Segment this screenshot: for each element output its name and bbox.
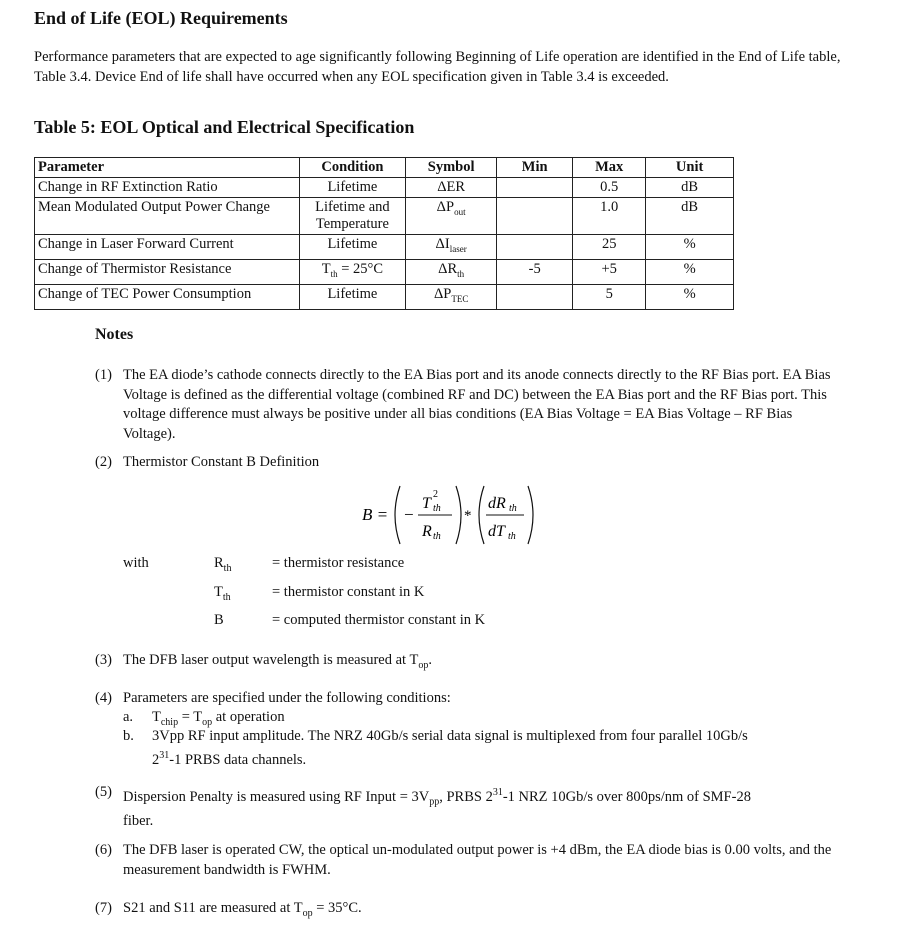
note-number: (4) [95, 690, 112, 706]
def-symbol: $T_{th}$ [214, 584, 231, 603]
header-parameter: Parameter [35, 158, 300, 178]
cell-min [497, 198, 573, 235]
cell-max: 5 [573, 284, 646, 309]
list-text: $T_{chip} = T_{op}$ at operation [152, 709, 285, 728]
note-number: (5) [95, 784, 112, 800]
note-text: Parameters are specified under the following conditions: [123, 690, 451, 706]
table-row [35, 284, 734, 309]
note-text: Dispersion Penalty is measured using RF Input = $3V_{pp}$, PRBS $2^{31}-1$ NRZ 10Gb/s over 800ps/nm of SMF-28 fiber. [123, 787, 751, 830]
note-text: The EA diode’s cathode connects directly to the EA Bias port and its anode connects directly to the RF Bias port. EA Bias Voltage is defined as the differential voltage (combined RF and DC) between the EA Bias port and the RF Bias port. This voltage difference must always be positive under all bias conditions (EA Bias Voltage = EA Bias Voltage – RF Bias Voltage). [123, 367, 831, 442]
condition-symbol: T [321, 260, 331, 277]
formula-T-sub: th [433, 503, 441, 514]
formula-dT-sub: th [508, 531, 516, 542]
def-description: = thermistor constant in K [272, 584, 425, 600]
cell-symbol [406, 178, 497, 198]
cell-min: -5 [497, 259, 573, 284]
cell-symbol [406, 235, 497, 260]
cell-unit: dB [646, 198, 734, 235]
table-row [35, 235, 734, 260]
cell-symbol [406, 284, 497, 309]
table-row [35, 198, 734, 235]
list-label: b. [123, 728, 134, 744]
formula-dT: dT [488, 523, 505, 540]
symbol-subscript: laser [449, 243, 467, 254]
cell-unit: % [646, 259, 734, 284]
def-symbol: $R_{th}$ [214, 555, 232, 574]
table-header-row [35, 158, 734, 178]
cell-max: +5 [573, 259, 646, 284]
symbol-subscript: TEC [451, 293, 469, 304]
cell-min [497, 284, 573, 309]
formula-times: * [464, 508, 472, 524]
formula-R-sub: th [433, 531, 441, 542]
header-unit: Unit [646, 158, 734, 178]
condition-value: = 25°C [337, 260, 384, 277]
formula-graphic [360, 480, 550, 550]
formula-R: R [422, 523, 432, 540]
list-label: a. [123, 709, 134, 725]
cell-unit: dB [646, 178, 734, 198]
condition-subscript: th [330, 268, 338, 279]
cell-min [497, 235, 573, 260]
symbol-text: ΔI [435, 236, 450, 252]
cell-condition [299, 259, 405, 284]
with-label: with [123, 555, 149, 571]
formula-T: T [422, 495, 431, 512]
cell-parameter: Change of Thermistor Resistance [35, 259, 300, 284]
intro-paragraph: Performance parameters that are expected to age significantly following Beginning of Life operation are identified in the End of Life table, Table 3.4. Device End of life shall have occurred when any EOL specification given in Table 3.4 is exceeded. [34, 49, 841, 85]
cell-unit: % [646, 235, 734, 260]
symbol-text: ΔR [438, 260, 458, 277]
formula-lhs: B = [362, 505, 389, 524]
note-number: (1) [95, 367, 112, 383]
list-text: 3Vpp RF input amplitude. The NRZ 40Gb/s serial data signal is multiplexed from four parallel 10Gb/s [152, 728, 748, 744]
formula-dR-sub: th [509, 503, 517, 514]
formula-minus: − [404, 505, 414, 524]
symbol-subscript: th [457, 268, 465, 279]
cell-condition: Lifetime [299, 235, 405, 260]
header-condition: Condition [299, 158, 405, 178]
header-min: Min [497, 158, 573, 178]
thermistor-formula [360, 480, 550, 550]
note-number: (7) [95, 900, 112, 916]
formula-dR: dR [488, 495, 506, 512]
cell-max: 25 [573, 235, 646, 260]
note-number: (2) [95, 454, 112, 470]
notes-title: Notes [95, 326, 134, 343]
cell-parameter: Change in Laser Forward Current [35, 235, 300, 260]
section-title: End of Life (EOL) Requirements [34, 8, 288, 28]
symbol-subscript: out [454, 206, 466, 217]
def-symbol: B [214, 612, 224, 628]
cell-parameter: Change in RF Extinction Ratio [35, 178, 300, 198]
cell-max: 1.0 [573, 198, 646, 235]
cell-condition: Lifetime [299, 178, 405, 198]
cell-condition: Lifetime and Temperature [299, 198, 405, 235]
symbol-text: ΔER [437, 179, 466, 195]
cell-parameter: Change of TEC Power Consumption [35, 284, 300, 309]
cell-max: 0.5 [573, 178, 646, 198]
symbol-text: ΔP [433, 285, 452, 302]
formula-T-sup: 2 [433, 489, 438, 500]
cell-min [497, 178, 573, 198]
cell-symbol [406, 198, 497, 235]
table-row [35, 178, 734, 198]
note-text: The DFB laser is operated CW, the optical un-modulated output power is +4 dBm, the EA diode bias is 0.00 volts, and the measurement bandwidth is FWHM. [123, 842, 832, 878]
def-description: = computed thermistor constant in K [272, 612, 486, 628]
table-title: Table 5: EOL Optical and Electrical Specification [34, 117, 415, 137]
cell-condition: Lifetime [299, 284, 405, 309]
cell-symbol [406, 259, 497, 284]
header-symbol: Symbol [406, 158, 497, 178]
note-text: S21 and S11 are measured at $T_{op} = 35^\circ C$. [123, 900, 362, 919]
cell-unit: % [646, 284, 734, 309]
paren-close-1 [456, 486, 461, 544]
paren-open-1 [395, 486, 400, 544]
eol-spec-table [34, 157, 734, 310]
note-text: Thermistor Constant B Definition [123, 454, 320, 470]
table-row [35, 259, 734, 284]
symbol-text: ΔP [436, 199, 455, 215]
note-text: The DFB laser output wavelength is measured at $T_{op}$. [123, 652, 432, 671]
paren-close-2 [528, 486, 533, 544]
note-number: (6) [95, 842, 112, 858]
def-description: = thermistor resistance [272, 555, 405, 571]
note-number: (3) [95, 652, 112, 668]
header-max: Max [573, 158, 646, 178]
cell-parameter: Mean Modulated Output Power Change [35, 198, 300, 235]
list-text: $2^{31}-1$ PRBS data channels. [152, 750, 307, 768]
paren-open-2 [479, 486, 484, 544]
